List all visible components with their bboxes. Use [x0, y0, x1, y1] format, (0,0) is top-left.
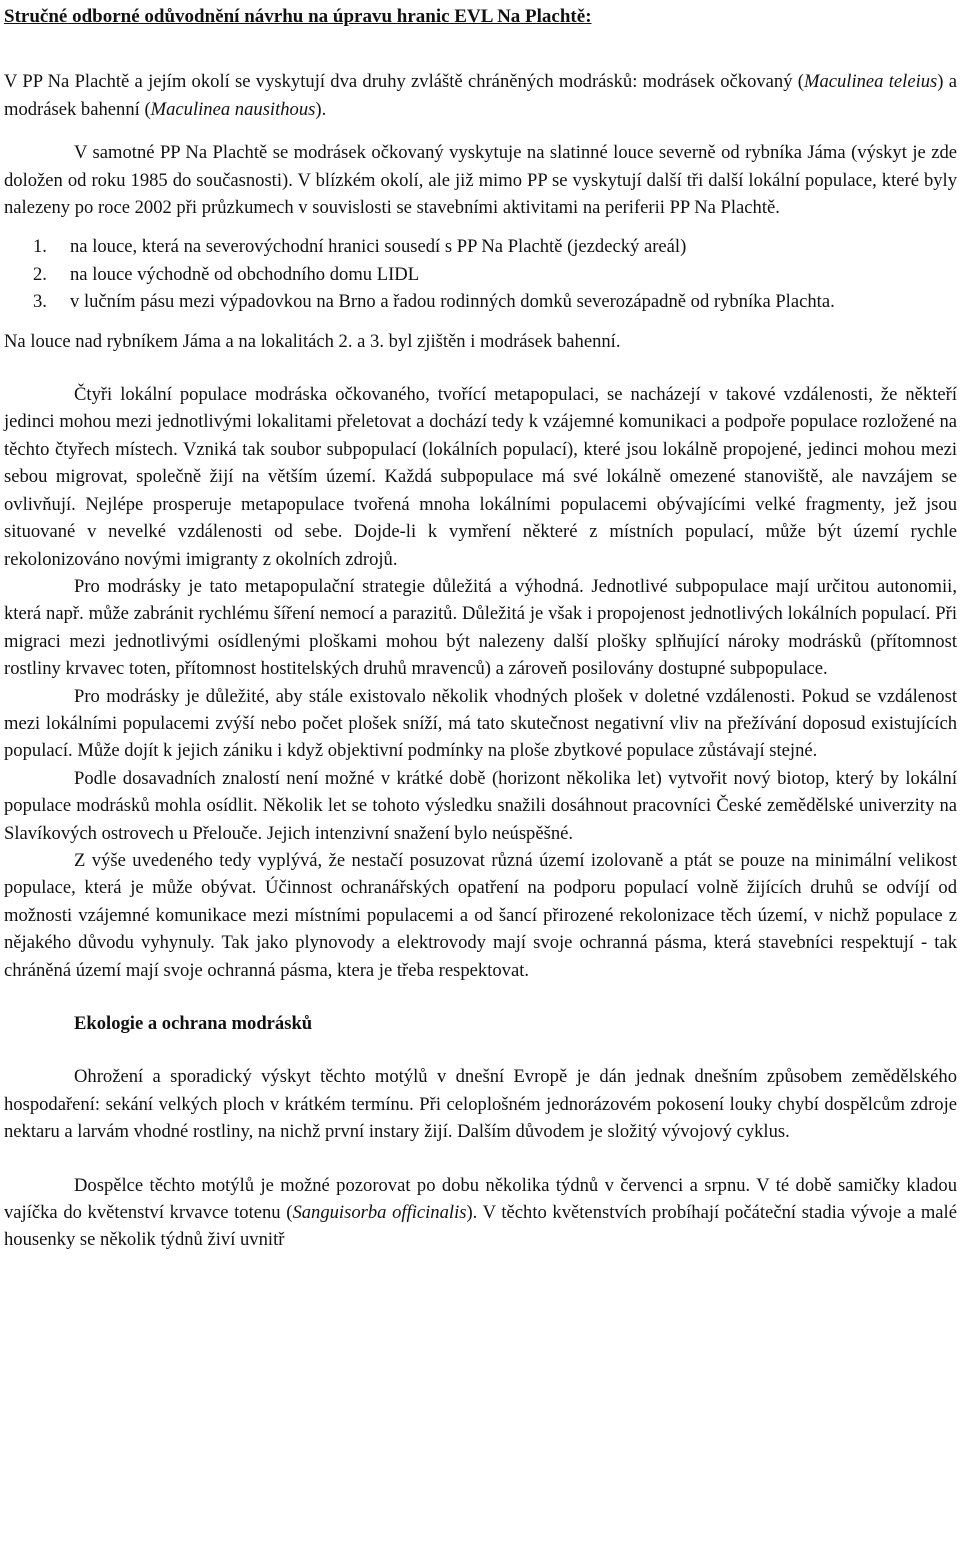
localities-list [4, 233, 957, 315]
species-name-sanguisorba: Sanguisorba officinalis [292, 1202, 467, 1224]
intro-text-b: ) a modrásek bahenní ( [4, 71, 958, 120]
metapopulation-paragraph: Čtyři lokální populace modráska očkovaného, tvořící metapopulaci, se nacházejí v takové vzdálenosti, že někteří jedinci mohou mezi jednotlivými lokalitami přeletovat a dochází tedy k vzájemné komunikaci a podpoře populace rozložené na těchto čtyřech místech. Vzniká tak soubor subpopulací (lokálních populací), které jsou lokálně propojené, jedinci mohou mezi sebou migrovat, společně žijí na větším území. Každá subpopulace má své lokálně omezené stanoviště, ale navzájem se ovlivňují. Nejlépe prosperuje metapopulace tvořená mnoha lokálními populacemi obývajícími velké fragmenty, jež jsou situované v nevelké vzdálenosti od sebe. Dojde-li k vymření některé z místních populací, může být území rychle rekolonizováno novými imigranty z okolních zdrojů. [4, 384, 957, 570]
conclusion-paragraph: Z výše uvedeného tedy vyplývá, že nestačí posuzovat různá území izolovaně a ptát se pouze na minimální velikost populace, která je může obývat. Účinnost ochranářských opatření na podporu populací volně žijících druhů se odvíjí od možnosti vzájemné komunikace mezi místními populacemi a od šancí přirozené rekolonizace těch území, v nichž populace z nějakého důvodu vyhynuly. Tak jako plynovody a elektrovody mají svoje ochranná pásma, která stavebníci respektují - tak chráněná území mají svoje ochranná pásma, ktera je třeba respektovat. [4, 849, 957, 981]
distance-paragraph: Pro modrásky je důležité, aby stále existovalo několik vhodných plošek v doletné vzdálenosti. Pokud se vzdálenost mezi lokálními populacemi zvýší nebo počet plošek sníží, má tato skutečnost negativní vliv na přežívání doposud existujících populací. Může dojít k jejich zániku i když objektivní podmínky na ploše zbytkové populace zůstávají stejné. [4, 685, 957, 762]
spacer [4, 316, 957, 328]
spacer [4, 1037, 957, 1063]
list-number: 2. [33, 263, 47, 285]
list-item-text: v lučním pásu mezi výpadovkou na Brno a řadou rodinných domků severozápadně od rybníka Plachta. [70, 291, 835, 313]
threat-paragraph: Ohrožení a sporadický výskyt těchto motýlů v dnešní Evropě je dán jednak dnešním způsobem zemědělského hospodaření: sekání velkých ploch v krátkém termínu. Při celoplošném jednorázovém pokosení louky chybí dospělcům zdroje nektaru a larvám vhodné rostliny, na nichž první instary žijí. Dalším důvodem je složitý vývojový cyklus. [4, 1066, 957, 1143]
list-number: 1. [33, 236, 47, 258]
intro-text-c: ). [315, 98, 327, 120]
section-heading-ecology: Ekologie a ochrana modrásků [74, 1013, 313, 1034]
lifecycle-text-a: Dospělce těchto motýlů je možné pozorovat po dobu několika týdnů v červenci a srpnu. V té době samičky kladou vajíčka do květenství krvavce totenu ( [4, 1174, 957, 1224]
spacer [4, 984, 957, 1010]
spacer [4, 123, 957, 139]
document-title: Stručné odborné odůvodnění návrhu na úpravu hranic EVL Na Plachtě: [4, 6, 592, 27]
spacer [4, 1146, 957, 1172]
list-number: 3. [33, 291, 47, 313]
list-item [4, 288, 957, 315]
strategy-paragraph: Pro modrásky je tato metapopulační strategie důležitá a výhodná. Jednotlivé subpopulace mají určitou autonomii, která např. může zabránit rychlému šíření nemocí a parazitů. Důležitá je však i propojenost jednotlivých lokálních populací. Při migraci mezi jednotlivými osídlenými ploškami mohou být nalezeny další plošky splňující nároky modrásků (přítomnost rostliny krvavec toten, přítomnost hostitelských druhů mravenců) a zároveň posilovány dostupné subpopulace. [4, 575, 957, 680]
list-item-text: na louce, která na severovýchodní hranici sousedí s PP Na Plachtě (jezdecký areál) [70, 236, 687, 258]
lifecycle-paragraph [4, 1172, 957, 1254]
list-item [4, 233, 957, 260]
bahenni-paragraph: Na louce nad rybníkem Jáma a na lokalitách 2. a 3. byl zjištěn i modrásek bahenní. [4, 330, 621, 352]
spacer [4, 355, 957, 381]
spacer [4, 221, 957, 233]
intro-paragraph [4, 68, 957, 123]
biotope-paragraph: Podle dosavadních znalostí není možné v krátké době (horizont několika let) vytvořit nový biotop, který by lokální populace modrásků mohla osídlit. Několik let se tohoto výsledku snažili dosáhnout pracovníci České zemědělské univerzity na Slavíkových ostrovech u Přelouče. Jejich intenzivní snažení bylo neúspěšné. [4, 767, 957, 844]
species-name-nausithous: Maculinea nausithous [150, 98, 316, 120]
list-item-text: na louce východně od obchodního domu LIDL [70, 263, 420, 285]
species-name-teleius: Maculinea teleius [803, 71, 938, 93]
lifecycle-text-b: ). V těchto květenstvích probíhají počáteční stadia vývoje a malé housenky se několik týdnů živí uvnitř [4, 1202, 957, 1251]
list-item [4, 261, 957, 288]
intro-text-a: V PP Na Plachtě a jejím okolí se vyskytují dva druhy zvláště chráněných modrásků: modrásek očkovaný ( [4, 71, 804, 93]
occurrence-paragraph: V samotné PP Na Plachtě se modrásek očkovaný vyskytuje na slatinné louce severně od rybníka Jáma (výskyt je zde doložen od roku 1985 do současnosti). V blízkém okolí, ale již mimo PP se vyskytují další tři další lokální populace, které byly nalezeny po roce 2002 při průzkumech v souvislosti se stavebními aktivitami na periferii PP Na Plachtě. [4, 142, 957, 219]
